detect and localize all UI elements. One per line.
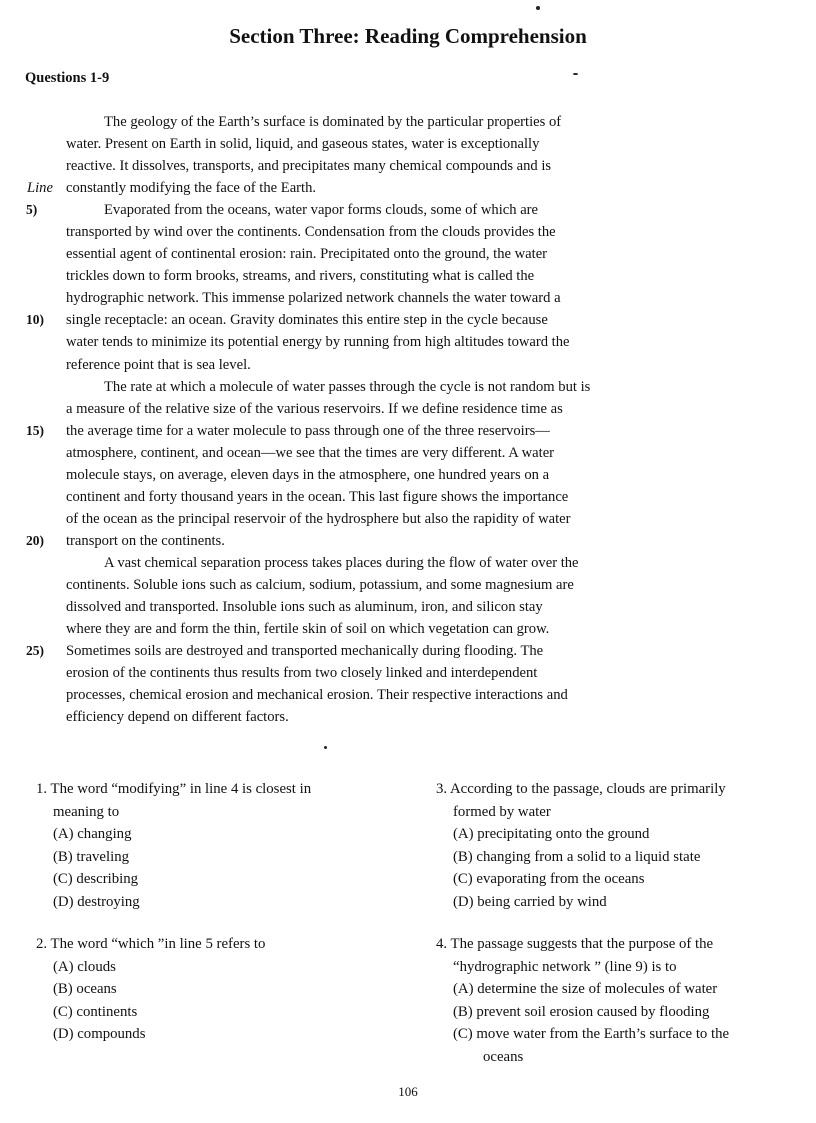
passage-line: [0, 464, 816, 486]
passage-line: [0, 331, 816, 353]
passage-line: [0, 309, 816, 331]
question-stem-text: According to the passage, clouds are primarily: [450, 781, 726, 797]
answer-option[interactable]: (B) prevent soil erosion caused by flooding: [453, 1003, 710, 1020]
answer-option[interactable]: (B) changing from a solid to a liquid state: [453, 848, 701, 865]
passage-line-text: Evaporated from the oceans, water vapor forms clouds, some of which are: [104, 202, 539, 219]
passage-line: [0, 442, 816, 464]
passage-line-text: trickles down to form brooks, streams, and rivers, constituting what is called the: [66, 268, 535, 285]
passage-line: [0, 618, 816, 640]
answer-option[interactable]: (A) changing: [53, 826, 132, 842]
answer-option[interactable]: (C) move water from the Earth’s surface to the: [453, 1026, 730, 1042]
passage-line-text: transported by wind over the continents. Condensation from the clouds provides the: [66, 224, 556, 241]
passage-line-text: reactive. It dissolves, transports, and precipitates many chemical compounds and is: [66, 158, 552, 175]
passage-line-text: molecule stays, on average, eleven days in the atmosphere, one hundred years on a: [66, 466, 550, 483]
scan-speck: [324, 746, 327, 749]
question-number: 2.: [36, 936, 48, 952]
question-2: [36, 933, 406, 1046]
line-number: 15): [26, 422, 44, 438]
answer-option[interactable]: (B) oceans: [53, 981, 117, 997]
passage-line-text: hydrographic network. This immense polarized network channels the water toward a: [66, 290, 561, 307]
passage-line: [0, 640, 816, 662]
passage-line-text: constantly modifying the face of the Earth.: [66, 180, 317, 197]
passage-line: [0, 420, 816, 442]
passage-line-text: water tends to minimize its potential energy by running from high altitudes toward the: [66, 334, 570, 351]
passage-line: [0, 684, 816, 706]
passage-line: [0, 133, 816, 155]
answer-option[interactable]: (C) evaporating from the oceans: [453, 871, 645, 887]
question-number: 3.: [436, 781, 448, 797]
passage-line: [0, 508, 816, 530]
answer-option[interactable]: (D) being carried by wind: [453, 893, 607, 910]
page-number: 106: [398, 1084, 418, 1099]
passage-line: [0, 265, 816, 287]
passage-line-text: Sometimes soils are destroyed and transported mechanically during flooding. The: [66, 643, 544, 660]
question-stem-text: The word “which ”in line 5 refers to: [50, 936, 266, 952]
passage-line-text: a measure of the relative size of the various reservoirs. If we define residence time as: [66, 400, 563, 417]
question-stem-text: The passage suggests that the purpose of the: [450, 936, 714, 952]
passage-line-text: The geology of the Earth’s surface is dominated by the particular properties of: [104, 114, 562, 130]
passage-line: [0, 706, 816, 728]
question-stem-continuation: meaning to: [53, 803, 120, 820]
passage-line-text: continent and forty thousand years in the ocean. This last figure shows the importance: [66, 488, 569, 505]
passage-line-text: water. Present on Earth in solid, liquid, and gaseous states, water is exceptionally: [66, 136, 540, 153]
answer-option[interactable]: (A) precipitating onto the ground: [453, 826, 650, 842]
passage-line: [0, 398, 816, 420]
questions-range-label: Questions 1-9: [25, 70, 110, 86]
question-stem-continuation: “hydrographic network ” (line 9) is to: [453, 958, 677, 975]
section-title: Section Three: Reading Comprehension: [229, 24, 587, 48]
passage-line: [0, 177, 816, 199]
question-stem: [36, 933, 406, 956]
passage-line: [0, 596, 816, 618]
passage-line-text: where they are and form the thin, fertile skin of soil on which vegetation can grow.: [66, 621, 550, 638]
question-4: [436, 933, 806, 1068]
question-stem-text: The word “modifying” in line 4 is closest in: [50, 781, 312, 797]
answer-option[interactable]: (C) continents: [53, 1003, 138, 1020]
passage-line: [0, 376, 816, 398]
passage-line-text: efficiency depend on different factors.: [66, 709, 289, 726]
passage-line: [0, 662, 816, 684]
question-stem-continuation: formed by water: [453, 803, 551, 820]
question-number: 1.: [36, 781, 48, 797]
question-1: [36, 778, 406, 913]
question-stem: [436, 933, 806, 956]
line-number: 5): [26, 202, 38, 218]
question-stem: [436, 778, 806, 801]
passage-line: [0, 354, 816, 376]
scan-speck: [573, 73, 578, 75]
passage-line-text: dissolved and transported. Insoluble ions such as aluminum, iron, and silicon stay: [66, 599, 543, 616]
passage-line: [0, 111, 816, 133]
line-number: 25): [26, 643, 44, 659]
answer-option[interactable]: (B) traveling: [53, 848, 130, 865]
passage-line: [0, 574, 816, 596]
line-number: 20): [26, 532, 44, 548]
passage-line: [0, 243, 816, 265]
passage-line: [0, 486, 816, 508]
answer-option[interactable]: (C) describing: [53, 871, 139, 887]
passage-line-text: continents. Soluble ions such as calcium, sodium, potassium, and some magnesium are: [66, 576, 574, 593]
answer-option[interactable]: (A) determine the size of molecules of water: [453, 981, 718, 997]
scan-speck: [536, 6, 540, 10]
passage-line-text: the average time for a water molecule to pass through one of the three reservoirs—: [66, 422, 550, 439]
passage-line-text: The rate at which a molecule of water passes through the cycle is not random but is: [104, 378, 591, 395]
passage-line-text: processes, chemical erosion and mechanical erosion. Their respective interactions and: [66, 687, 568, 704]
line-number: 10): [26, 312, 44, 328]
passage-line-text: erosion of the continents thus results from two closely linked and interdependent: [66, 665, 538, 682]
passage-line: [0, 221, 816, 243]
passage-line: [0, 530, 816, 552]
passage-line: [0, 199, 816, 221]
passage-line: [0, 552, 816, 574]
passage-line-text: essential agent of continental erosion: rain. Precipitated onto the ground, the water: [66, 246, 548, 263]
passage-line-text: single receptacle: an ocean. Gravity dominates this entire step in the cycle because: [66, 312, 548, 329]
passage-line-text: transport on the continents.: [66, 532, 225, 549]
question-3: [436, 778, 806, 913]
answer-option-continuation: oceans: [483, 1048, 524, 1065]
question-number: 4.: [436, 936, 448, 952]
passage-line: [0, 287, 816, 309]
passage-line-text: atmosphere, continent, and ocean—we see that the times are very different. A water: [66, 444, 555, 461]
answer-option[interactable]: (D) compounds: [53, 1026, 146, 1042]
passage-line: [0, 155, 816, 177]
passage-line-text: of the ocean as the principal reservoir of the hydrosphere but also the rapidity of water: [66, 510, 571, 527]
passage-line-text: A vast chemical separation process takes places during the flow of water over the: [104, 554, 579, 571]
passage-line-text: reference point that is sea level.: [66, 356, 251, 373]
answer-option[interactable]: (A) clouds: [53, 958, 116, 975]
question-stem: [36, 778, 406, 801]
answer-option[interactable]: (D) destroying: [53, 893, 140, 910]
line-number: Line: [27, 180, 53, 197]
reading-passage: [0, 111, 816, 728]
